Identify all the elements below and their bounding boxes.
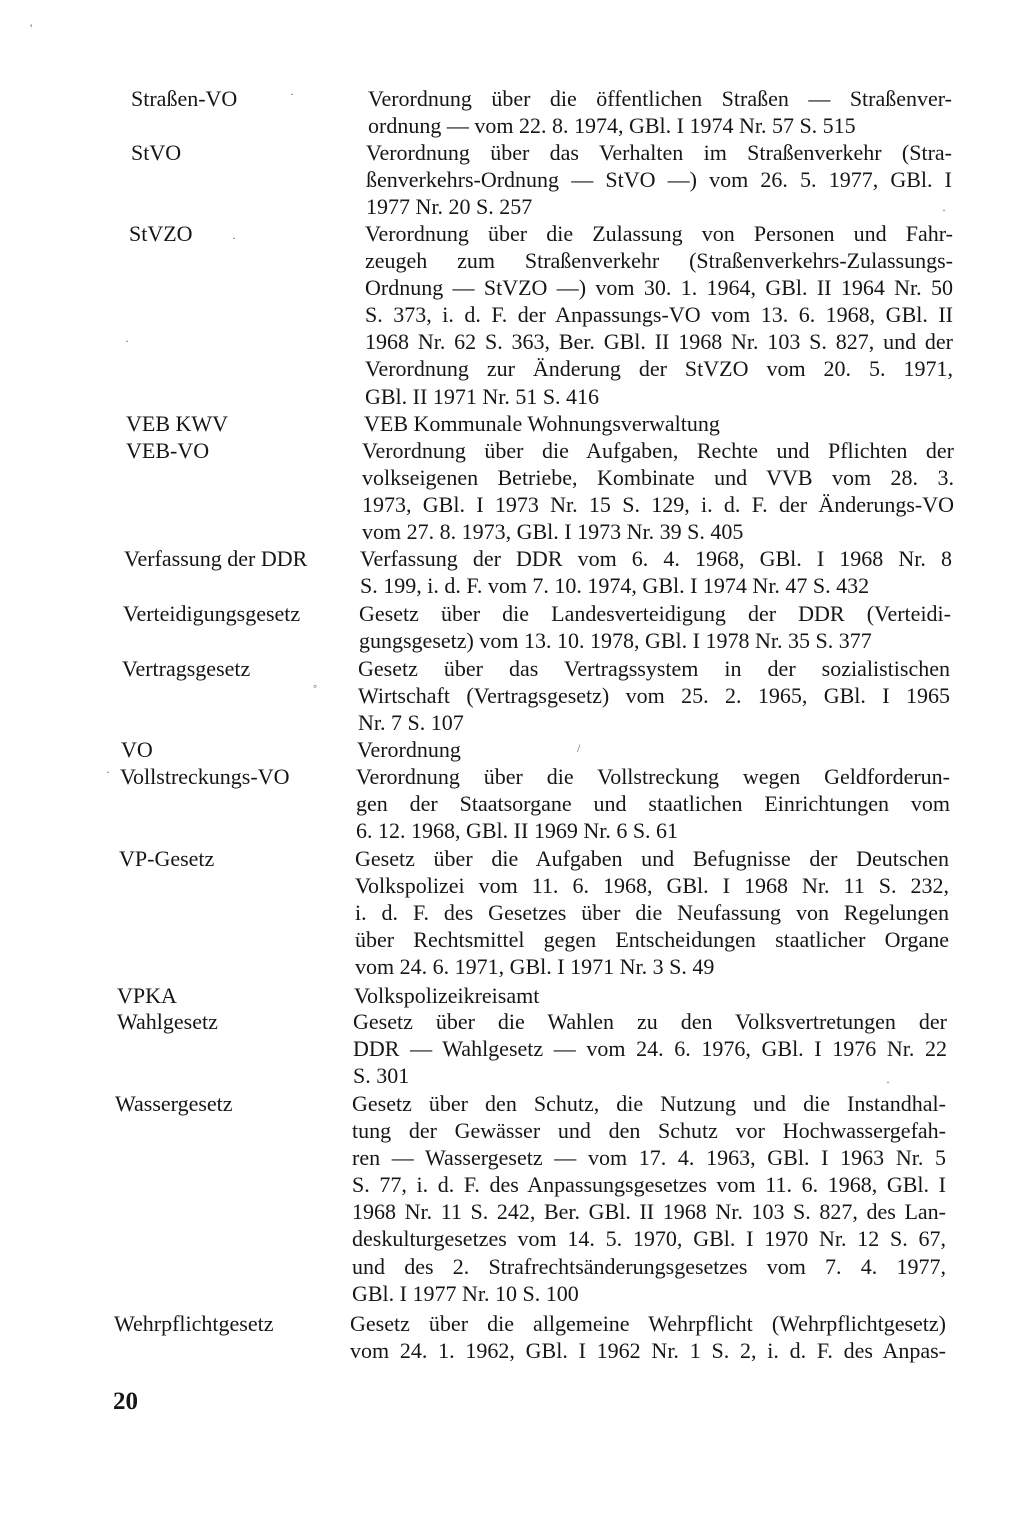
definition: [356, 763, 950, 844]
definition-line: Gesetz über die Wahlen zu den Volksvertretungen der: [353, 1009, 947, 1034]
definition: [362, 437, 954, 545]
definition-line: vom 27. 8. 1973, GBl. I 1973 Nr. 39 S. 405: [362, 519, 744, 545]
definition: [368, 85, 952, 139]
definition-line: S. 373, i. d. F. der Anpassungs-VO vom 13. 6. 1968, GBl. II: [365, 302, 953, 328]
abbreviation: VEB KWV: [126, 411, 229, 436]
abbreviation: VPKA: [117, 983, 177, 1008]
definition: [358, 655, 950, 736]
definition-line: 1977 Nr. 20 S. 257: [366, 194, 533, 220]
scan-speck: ·: [125, 334, 129, 348]
definition: [366, 139, 952, 220]
abbreviation: VP-Gesetz: [119, 846, 215, 871]
definition-line: und des 2. Strafrechtsänderungsgesetzes vom 7. 4. 1977,: [352, 1253, 946, 1279]
definition-line: deskulturgesetzes vom 14. 5. 1970, GBl. I 1970 Nr. 12 S. 67,: [352, 1226, 946, 1252]
definition-line: Volkspolizei vom 11. 6. 1968, GBl. I 1968 Nr. 11 S. 232,: [355, 873, 949, 899]
definition: [365, 220, 953, 410]
definition-line: VEB Kommunale Wohnungsverwaltung: [364, 411, 720, 436]
definition-line: Ordnung — StVZO —) vom 30. 1. 1964, GBl. II 1964 Nr. 50: [365, 275, 953, 301]
definition: [352, 1090, 946, 1307]
scan-speck: ·: [106, 765, 110, 779]
definition: [350, 1310, 946, 1364]
definition-line: Gesetz über die allgemeine Wehrpflicht (Wehrpflichtgesetz): [350, 1311, 946, 1336]
definition-line: Wirtschaft (Vertragsgesetz) vom 25. 2. 1965, GBl. I 1965: [358, 683, 950, 709]
definition-line: ßenverkehrs-Ordnung — StVO —) vom 26. 5. 1977, GBl. I: [366, 167, 952, 193]
abbreviation: Verfassung der DDR: [124, 546, 308, 571]
scan-speck: /: [577, 741, 581, 755]
definition: [359, 600, 951, 654]
definition-line: vom 24. 6. 1971, GBl. I 1971 Nr. 3 S. 49: [355, 954, 715, 980]
abbreviation: Wehrpflichtgesetz: [114, 1311, 274, 1336]
definition: [355, 845, 949, 980]
definition-line: Nr. 7 S. 107: [358, 710, 464, 736]
definition-line: 1968 Nr. 11 S. 242, Ber. GBl. II 1968 Nr. 103 S. 827, des Lan-: [352, 1199, 946, 1225]
definition-line: tung der Gewässer und den Schutz vor Hochwassergefah-: [352, 1118, 946, 1144]
scan-speck: ': [30, 21, 33, 35]
definition-line: GBl. II 1971 Nr. 51 S. 416: [365, 383, 600, 409]
definition-line: Verfassung der DDR vom 6. 4. 1968, GBl. I 1968 Nr. 8: [360, 546, 952, 571]
definition: [357, 736, 949, 763]
definition-line: Verordnung über die Zulassung von Personen und Fahr-: [365, 221, 953, 246]
definition-line: vom 24. 1. 1962, GBl. I 1962 Nr. 1 S. 2, i. d. F. des Anpas-: [350, 1338, 946, 1364]
definition-line: Verordnung über die Aufgaben, Rechte und Pflichten der: [362, 438, 954, 463]
page-number: 20: [113, 1388, 138, 1415]
definition-line: Verordnung über die Vollstreckung wegen Geldforderun-: [356, 764, 950, 789]
abbreviation: Wahlgesetz: [117, 1009, 218, 1034]
definition-line: Volkspolizeikreisamt: [354, 983, 540, 1008]
definition-line: gen der Staatsorgane und staatlichen Einrichtungen vom: [356, 791, 950, 817]
definition-line: S. 77, i. d. F. des Anpassungsgesetzes vom 11. 6. 1968, GBl. I: [352, 1172, 946, 1198]
definition: [354, 982, 948, 1009]
definition-line: über Rechtsmittel gegen Entscheidungen staatlicher Organe: [355, 927, 949, 953]
definition-line: Gesetz über das Vertragssystem in der sozialistischen: [358, 656, 950, 681]
definition-line: Verordnung über die öffentlichen Straßen — Straßenver-: [368, 86, 952, 111]
scan-speck: ·: [290, 87, 294, 101]
abbreviation: Wassergesetz: [115, 1091, 233, 1116]
abbreviation: Vollstreckungs-VO: [120, 764, 290, 789]
definition-line: DDR — Wahlgesetz — vom 24. 6. 1976, GBl. I 1976 Nr. 22: [353, 1036, 947, 1062]
definition: [353, 1008, 947, 1089]
scan-speck: ·: [886, 1075, 890, 1089]
scan-speck: ·: [942, 203, 946, 217]
abbreviation: VO: [121, 737, 153, 762]
scan-speck: ·: [232, 231, 236, 245]
definition-line: zeugeh zum Straßenverkehr (Straßenverkehrs-Zulassungs-: [365, 248, 953, 274]
definition-line: Gesetz über die Aufgaben und Befugnisse der Deutschen: [355, 846, 949, 871]
definition-line: Gesetz über den Schutz, die Nutzung und die Instandhal-: [352, 1091, 946, 1116]
definition-line: ordnung — vom 22. 8. 1974, GBl. I 1974 Nr. 57 S. 515: [368, 113, 856, 139]
definition-line: 1973, GBl. I 1973 Nr. 15 S. 129, i. d. F. der Änderungs-VO: [362, 492, 954, 518]
definition-line: 6. 12. 1968, GBl. II 1969 Nr. 6 S. 61: [356, 818, 679, 844]
definition-line: GBl. I 1977 Nr. 10 S. 100: [352, 1280, 579, 1306]
definition-line: ren — Wassergesetz — vom 17. 4. 1963, GBl. I 1963 Nr. 5: [352, 1145, 946, 1171]
definition-line: 1968 Nr. 62 S. 363, Ber. GBl. II 1968 Nr. 103 S. 827, und der: [365, 329, 953, 355]
abbreviation: Vertragsgesetz: [122, 656, 251, 681]
definition-line: S. 199, i. d. F. vom 7. 10. 1974, GBl. I 1974 Nr. 47 S. 432: [360, 573, 870, 599]
definition: [364, 410, 954, 437]
definition: [360, 545, 952, 599]
abbreviation: VEB-VO: [126, 438, 210, 463]
abbreviation: StVZO: [129, 221, 193, 246]
definition-line: gungsgesetz) vom 13. 10. 1978, GBl. I 1978 Nr. 35 S. 377: [359, 628, 872, 654]
definition-line: i. d. F. des Gesetzes über die Neufassung von Regelungen: [355, 900, 949, 926]
definition-line: volkseigenen Betriebe, Kombinate und VVB vom 28. 3.: [362, 465, 954, 491]
abbreviation: Verteidigungsgesetz: [123, 601, 301, 626]
abbreviation: StVO: [131, 140, 182, 165]
abbreviation: Straßen-VO: [131, 86, 238, 111]
definition-line: Verordnung: [357, 737, 461, 762]
scan-speck: ◦: [313, 679, 318, 693]
definition-line: S. 301: [353, 1063, 410, 1089]
definition-line: Verordnung zur Änderung der StVZO vom 20. 5. 1971,: [365, 356, 953, 382]
definition-line: Gesetz über die Landesverteidigung der DDR (Verteidi-: [359, 601, 951, 626]
definition-line: Verordnung über das Verhalten im Straßenverkehr (Stra-: [366, 140, 952, 165]
